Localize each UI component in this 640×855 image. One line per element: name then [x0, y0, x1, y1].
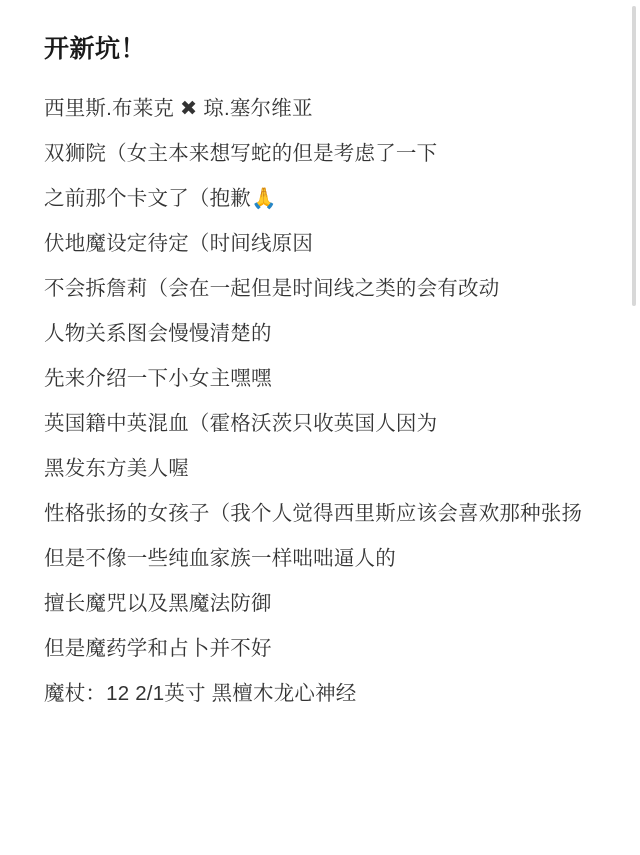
text-line: 英国籍中英混血（霍格沃茨只收英国人因为 — [44, 412, 438, 435]
text-line: 魔杖：12 2/1英寸 黑檀木龙心神经 — [44, 682, 357, 705]
text-line: 但是魔药学和占卜并不好 — [44, 637, 272, 660]
text-line: 西里斯.布莱克 ✖ 琼.塞尔维亚 — [44, 97, 313, 120]
text-line: 之前那个卡文了（抱歉🙏 — [44, 187, 277, 210]
text-line: 不会拆詹莉（会在一起但是时间线之类的会有改动 — [44, 277, 500, 300]
text-line: 伏地魔设定待定（时间线原因 — [44, 232, 314, 255]
text-line: 黑发东方美人喔 — [44, 457, 189, 480]
scrollbar-track[interactable] — [634, 0, 638, 855]
text-line: 擅长魔咒以及黑魔法防御 — [44, 592, 272, 615]
page-title: 开新坑！ — [44, 35, 147, 63]
text-line: 先来介绍一下小女主嘿嘿 — [44, 367, 272, 390]
text-line: 双狮院（女主本来想写蛇的但是考虑了一下 — [44, 142, 438, 165]
scrollbar-thumb[interactable] — [632, 6, 636, 306]
text-line: 性格张扬的女孩子（我个人觉得西里斯应该会喜欢那种张扬但是不像一些纯血家族一样咄咄逼人的 — [44, 502, 583, 570]
text-line: 人物关系图会慢慢清楚的 — [44, 322, 272, 345]
document-body — [44, 86, 596, 716]
